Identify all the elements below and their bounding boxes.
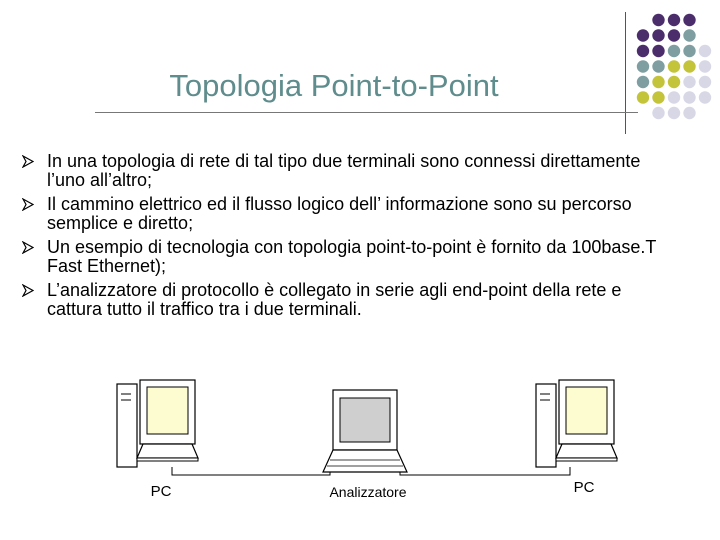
decorative-dot (637, 29, 649, 41)
decorative-dot (668, 14, 680, 26)
network-diagram (0, 360, 720, 540)
bullet-list (22, 152, 662, 324)
decorative-dot (668, 29, 680, 41)
decorative-dot (652, 29, 664, 41)
decorative-dot (683, 107, 695, 119)
decorative-dot (652, 45, 664, 57)
analyzer-label: Analizzatore (329, 484, 407, 500)
bullet-text: L’analizzatore di protocollo è collegato in serie agli end-point della rete e cattura tutto il traffico tra i due terminali. (47, 280, 622, 319)
bullet-item (22, 238, 662, 276)
bullet-text: Il cammino elettrico ed il flusso logico dell’ informazione sono su percorso semplice e diretto; (47, 194, 632, 233)
decorative-dot (699, 76, 711, 88)
decorative-dot (668, 91, 680, 103)
arrow-bullet-icon (22, 155, 34, 168)
decorative-dot (668, 76, 680, 88)
decorative-dot (683, 29, 695, 41)
decorative-dot (668, 45, 680, 57)
right-pc-label: PC (573, 479, 595, 496)
decorative-dot (683, 14, 695, 26)
bullet-item (22, 195, 662, 233)
decorative-dot (637, 45, 649, 57)
decorative-dot (668, 60, 680, 72)
decorative-dot (652, 107, 664, 119)
analyzer-icon (323, 390, 407, 472)
decorative-dot (699, 45, 711, 57)
bullet-text: In una topologia di rete di tal tipo due terminali sono connessi direttamente l’uno all’altro; (47, 151, 641, 190)
arrow-bullet-icon (22, 198, 34, 211)
arrow-bullet-icon (22, 284, 34, 297)
decorative-dot (699, 60, 711, 72)
decorative-dot (652, 14, 664, 26)
decorative-dot (683, 76, 695, 88)
slide-title: Topologia Point-to-Point (169, 68, 499, 103)
bullet-item (22, 281, 662, 319)
decorative-dot (668, 107, 680, 119)
decorative-dot (683, 91, 695, 103)
bullet-text: Un esempio di tecnologia con topologia point-to-point è fornito da 100base.T Fast Ethernet); (47, 237, 657, 276)
decorative-dot (683, 45, 695, 57)
left-pc-label: PC (150, 483, 172, 500)
decorative-dot (683, 60, 695, 72)
left-connection-line (172, 460, 330, 475)
arrow-bullet-icon (22, 241, 34, 254)
decorative-dot (699, 91, 711, 103)
right-pc-icon (536, 380, 617, 467)
left-pc-icon (117, 380, 198, 467)
title-underline (95, 112, 638, 113)
bullet-item (22, 152, 662, 190)
